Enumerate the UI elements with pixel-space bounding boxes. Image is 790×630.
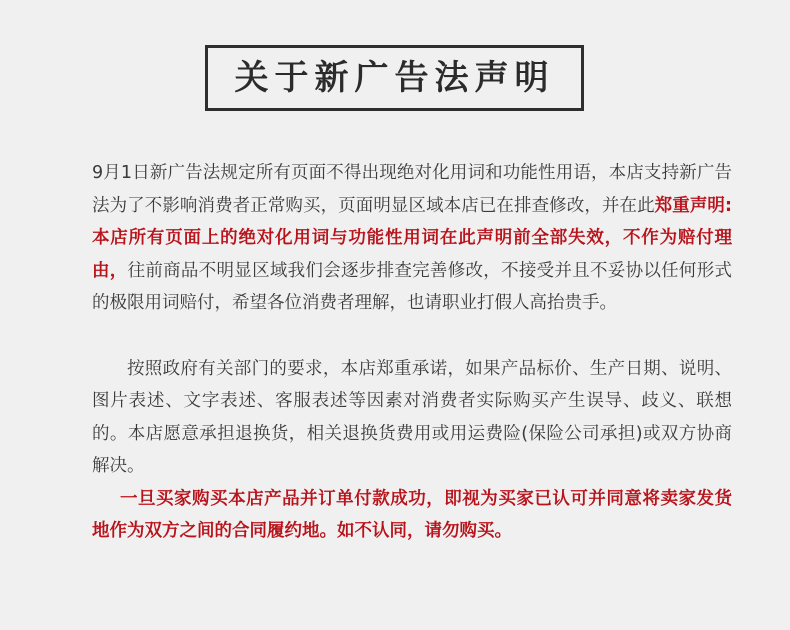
title-box: [205, 45, 584, 111]
announcement-body: [92, 157, 732, 548]
paragraph-3: [92, 483, 732, 548]
paragraph-1-emphasis: 郑重声明:本店所有页面上的绝对化用词与功能性用词在此声明前全部失效，不作为赔付理由，: [92, 195, 733, 281]
paragraph-1-text-a: 9月1日新广告法规定所有页面不得出现绝对化用词和功能性用语，本店支持新广告法为了不影响消费者正常购买，页面明显区域本店已在排查修改，并在此: [92, 163, 732, 216]
paragraph-2: [92, 353, 732, 483]
paragraph-2-text: 按照政府有关部门的要求，本店郑重承诺，如果产品标价、生产日期、说明、图片表述、文字表述、客服表述等因素对消费者实际购买产生误导、歧义、联想的。本店愿意承担退换货，相关退换货费用或用运费险(保险公司承担)或双方协商解决。: [92, 358, 732, 476]
paragraph-3-emphasis: 一旦买家购买本店产品并订单付款成功，即视为买家已认可并同意将卖家发货地作为双方之间的合同履约地。如不认同，请勿购买。: [92, 488, 732, 541]
paragraph-1-text-b: 往前商品不明显区域我们会逐步排查完善修改，不接受并且不妥协以任何形式的极限用词赔付，希望各位消费者理解，也请职业打假人高抬贵手。: [92, 260, 733, 313]
paragraph-1: [92, 157, 732, 320]
page-title: 关于新广告法声明: [234, 58, 555, 98]
